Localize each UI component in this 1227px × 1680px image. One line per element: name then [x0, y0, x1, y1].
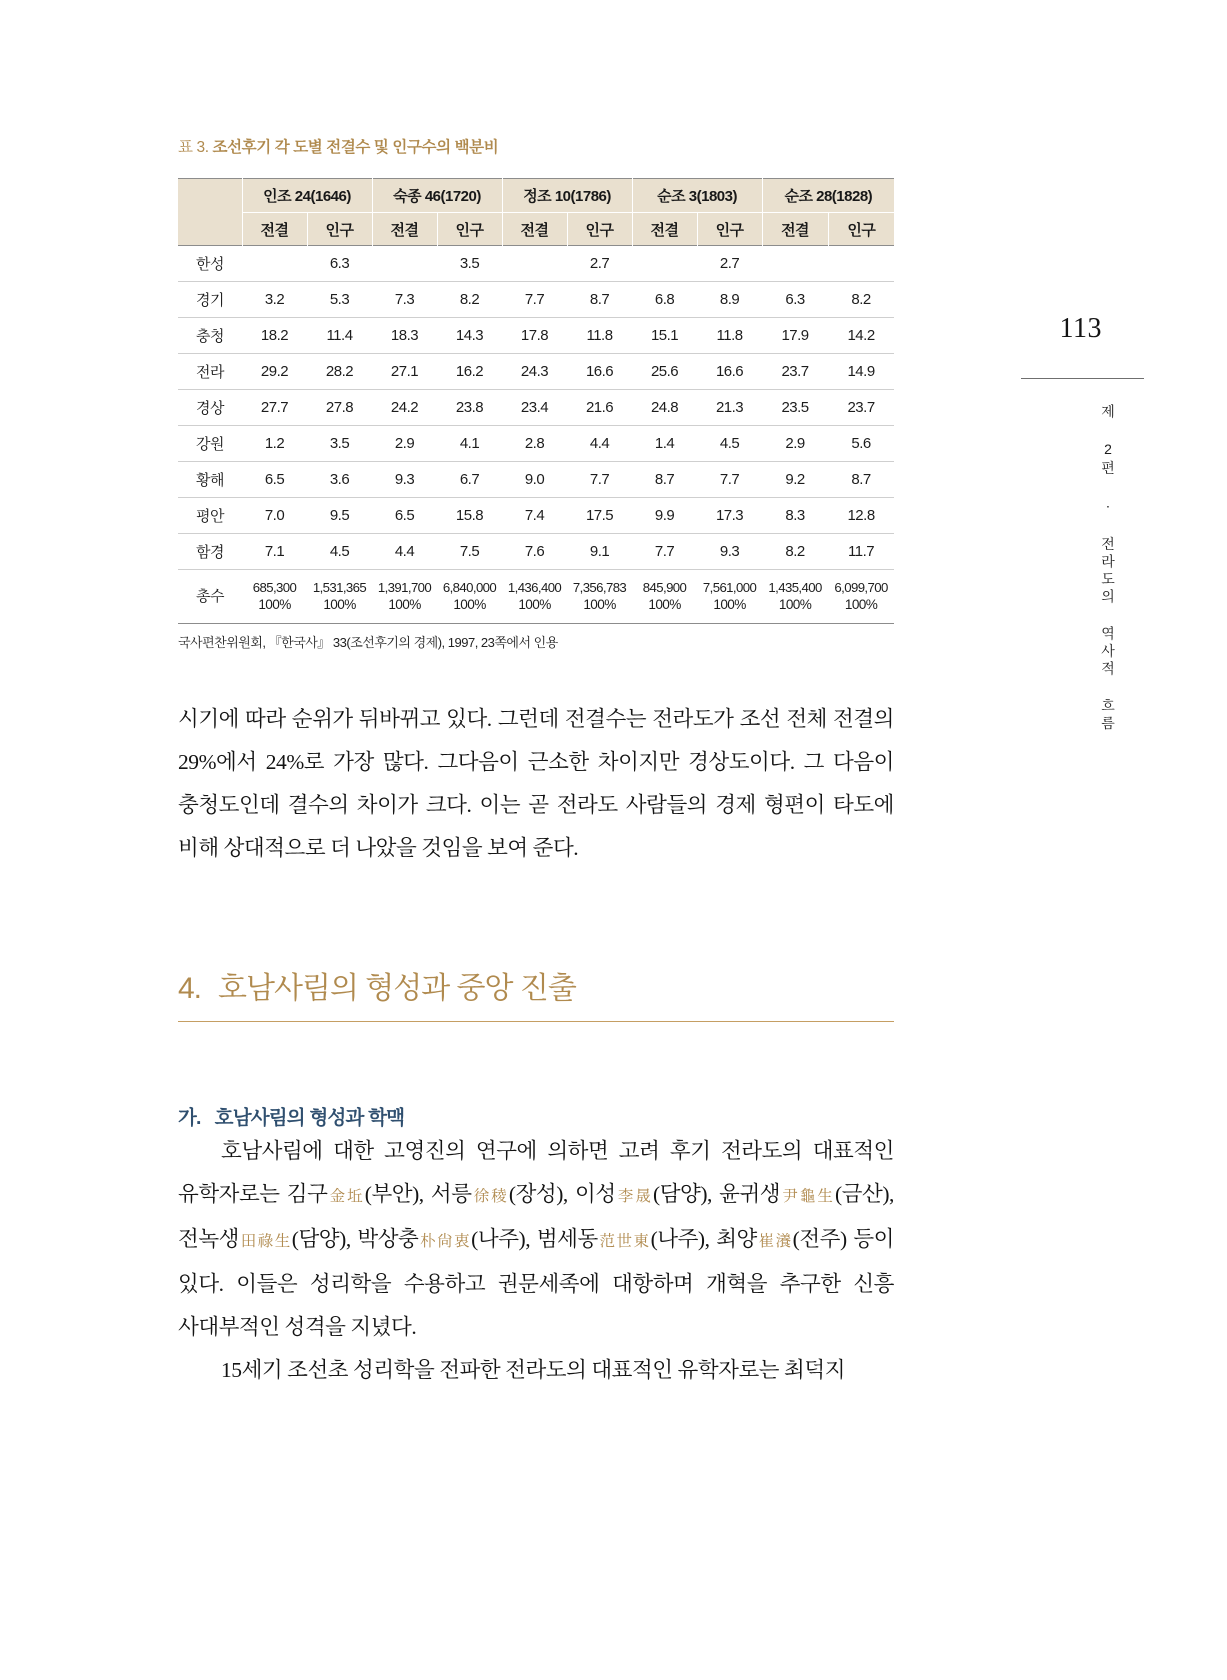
name-hanja: 崔瀁 [756, 1233, 793, 1250]
table-cell: 2.7 [697, 246, 762, 282]
table-bottom-rule [178, 623, 894, 624]
table-cell: 6.3 [762, 282, 828, 318]
table-row [178, 282, 894, 318]
name-hanja: 金坵 [327, 1188, 365, 1205]
table-sub-header-6: 전결 [632, 213, 697, 246]
table-cell: 29.2 [242, 354, 307, 390]
table-total-percent: 100% [323, 597, 356, 613]
table-cell: 4.5 [307, 534, 372, 570]
subsection-heading-number: 가. [178, 1107, 201, 1129]
name-hanja: 田祿生 [238, 1233, 292, 1250]
table-cell: 12.8 [828, 498, 894, 534]
table-row-label: 함경 [178, 534, 242, 570]
name-hangul: 이성 [575, 1182, 616, 1206]
table-cell: 1.4 [632, 426, 697, 462]
content-column [178, 0, 894, 1392]
table-total-value: 7,561,000 [702, 579, 757, 595]
table-cell: 17.3 [697, 498, 762, 534]
hanja-name-entry [327, 1182, 418, 1206]
table-cell: 4.4 [567, 426, 632, 462]
name-hangul: 범세동 [536, 1227, 598, 1251]
table-header-era-row [178, 179, 894, 213]
table-cell: 17.5 [567, 498, 632, 534]
table-cell: 7.6 [502, 534, 567, 570]
table-cell: 17.9 [762, 318, 828, 354]
table-cell: 27.1 [372, 354, 437, 390]
table-cell: 16.6 [697, 354, 762, 390]
table-cell [372, 246, 437, 282]
running-head: 제 2편 · 전라도의 역사적 흐름 [1100, 404, 1116, 733]
table-cell: 7.7 [632, 534, 697, 570]
table-total-cell [697, 570, 762, 624]
page-number: 113 [1059, 313, 1102, 344]
table-total-percent: 100% [713, 597, 746, 613]
name-hangul: 박상충 [357, 1227, 419, 1251]
table-cell: 27.8 [307, 390, 372, 426]
table-cell: 11.8 [697, 318, 762, 354]
table-cell: 24.3 [502, 354, 567, 390]
table-body [178, 246, 894, 624]
table-cell: 16.6 [567, 354, 632, 390]
table-era-header-1: 숙종 46(1720) [372, 179, 502, 213]
name-place: (전주) [792, 1227, 847, 1251]
table-era-header-0: 인조 24(1646) [242, 179, 372, 213]
table-total-value: 6,099,700 [834, 579, 888, 595]
table-cell: 11.7 [828, 534, 894, 570]
table-cell: 23.8 [437, 390, 502, 426]
table-cell: 5.3 [307, 282, 372, 318]
table-cell: 6.3 [307, 246, 372, 282]
table-cell: 17.8 [502, 318, 567, 354]
table-cell: 4.5 [697, 426, 762, 462]
table-cell: 8.2 [828, 282, 894, 318]
hanja-name-list: 金坵(부안), 서릉徐稜(장성), 이성李晟(담양), 윤귀생尹龜生(금산), 전녹생田祿生(담양), 박상충朴尙衷(나주), 범세동范世東(나주), 최양崔瀁(전주) [178, 1182, 894, 1251]
table-cell: 24.8 [632, 390, 697, 426]
table-cell [502, 246, 567, 282]
table-sub-header-1: 인구 [307, 213, 372, 246]
table-caption [178, 135, 894, 157]
table-row-label: 평안 [178, 498, 242, 534]
table-total-percent: 100% [453, 597, 486, 613]
table-total-row [178, 570, 894, 624]
table-cell: 9.2 [762, 462, 828, 498]
name-place: (나주) [650, 1227, 705, 1251]
table-cell: 7.5 [437, 534, 502, 570]
name-place: (담양) [291, 1227, 346, 1251]
table-row [178, 246, 894, 282]
table-total-cell [242, 570, 307, 624]
table-era-header-2: 정조 10(1786) [502, 179, 632, 213]
table-cell: 6.8 [632, 282, 697, 318]
subsection-paragraph-1 [178, 1130, 894, 1349]
table-cell: 9.5 [307, 498, 372, 534]
table-total-percent: 100% [778, 597, 812, 613]
table-cell [828, 246, 894, 282]
subsection-paragraph-1-suffix: 등이 있다. 이들은 성리학을 수용하고 권문세족에 대항하며 개혁을 추구한 신흥 사대부적인 성격을 지녔다. [178, 1227, 894, 1339]
table-cell: 6.5 [242, 462, 307, 498]
table-cell: 7.7 [502, 282, 567, 318]
table-cell: 27.7 [242, 390, 307, 426]
table-total-cell [762, 570, 828, 624]
table-cell: 9.1 [567, 534, 632, 570]
table-cell [242, 246, 307, 282]
table-head [178, 179, 894, 246]
name-hanja: 尹龜生 [780, 1188, 835, 1205]
table-cell: 23.5 [762, 390, 828, 426]
table-total-label: 총수 [178, 570, 242, 624]
table-cell: 2.9 [372, 426, 437, 462]
table-total-value: 1,436,400 [507, 579, 562, 595]
table-header-sub-row [178, 213, 894, 246]
name-hangul: 전녹생 [178, 1227, 239, 1251]
table-total-value: 845,900 [642, 579, 687, 595]
table-cell: 7.1 [242, 534, 307, 570]
table-total-value: 1,391,700 [377, 579, 432, 595]
table-total-cell [632, 570, 697, 624]
table-sub-header-7: 인구 [697, 213, 762, 246]
table-cell: 9.3 [697, 534, 762, 570]
subsection-paragraph-1-prefix: 호남사림에 대한 고영진의 연구에 의하면 고려 후기 전라도의 대표적인 유학자로는 김구 [178, 1139, 894, 1206]
statistics-table-wrapper [178, 178, 894, 624]
hanja-name-entry [537, 1227, 705, 1251]
name-place: (금산) [834, 1182, 890, 1206]
table-sub-header-0: 전결 [242, 213, 307, 246]
table-era-header-4: 순조 28(1828) [762, 179, 894, 213]
name-hangul: 서릉 [430, 1182, 472, 1206]
name-hangul: 윤귀생 [719, 1182, 781, 1206]
section-heading [178, 963, 894, 1022]
table-cell: 7.7 [697, 462, 762, 498]
table-row-label: 경상 [178, 390, 242, 426]
table-cell: 7.7 [567, 462, 632, 498]
hanja-name-entry [716, 1227, 846, 1251]
table-cell: 3.2 [242, 282, 307, 318]
table-cell: 1.2 [242, 426, 307, 462]
table-cell: 8.7 [828, 462, 894, 498]
table-cell: 9.9 [632, 498, 697, 534]
table-sub-header-8: 전결 [762, 213, 828, 246]
table-row [178, 462, 894, 498]
table-row [178, 318, 894, 354]
table-cell: 21.3 [697, 390, 762, 426]
table-cell: 23.4 [502, 390, 567, 426]
table-cell: 11.8 [567, 318, 632, 354]
table-cell: 7.4 [502, 498, 567, 534]
name-place: (담양) [652, 1182, 708, 1206]
table-cell: 2.7 [567, 246, 632, 282]
table-cell: 6.7 [437, 462, 502, 498]
table-cell: 25.6 [632, 354, 697, 390]
table-cell: 8.9 [697, 282, 762, 318]
hanja-name-entry [431, 1182, 563, 1206]
table-cell: 3.6 [307, 462, 372, 498]
table-cell: 8.7 [567, 282, 632, 318]
table-sub-header-5: 인구 [567, 213, 632, 246]
table-row [178, 390, 894, 426]
table-row [178, 426, 894, 462]
table-cell: 28.2 [307, 354, 372, 390]
table-cell [632, 246, 697, 282]
table-cell: 14.2 [828, 318, 894, 354]
table-total-cell [372, 570, 437, 624]
table-total-cell [567, 570, 632, 624]
table-total-percent: 100% [844, 597, 878, 613]
table-cell: 15.8 [437, 498, 502, 534]
table-row-label: 황해 [178, 462, 242, 498]
table-row [178, 498, 894, 534]
table-total-percent: 100% [518, 597, 551, 613]
table-cell: 18.3 [372, 318, 437, 354]
table-total-cell [437, 570, 502, 624]
table-cell: 11.4 [307, 318, 372, 354]
table-cell: 8.7 [632, 462, 697, 498]
table-row-label: 전라 [178, 354, 242, 390]
table-cell: 3.5 [307, 426, 372, 462]
statistics-table [178, 178, 894, 623]
table-row-label: 한성 [178, 246, 242, 282]
table-cell: 14.9 [828, 354, 894, 390]
section-heading-title: 호남사림의 형성과 중앙 진출 [218, 972, 576, 1005]
table-total-percent: 100% [583, 597, 616, 613]
name-place: (부안) [364, 1182, 419, 1206]
table-sub-header-9: 인구 [828, 213, 894, 246]
name-hanja: 徐稜 [471, 1188, 509, 1205]
table-total-value: 1,435,400 [768, 579, 822, 595]
table-cell: 4.1 [437, 426, 502, 462]
table-row [178, 534, 894, 570]
table-sub-header-3: 인구 [437, 213, 502, 246]
subsection-heading [178, 1102, 894, 1130]
table-row-label: 강원 [178, 426, 242, 462]
table-cell: 14.3 [437, 318, 502, 354]
table-caption-title: 조선후기 각 도별 전결수 및 인구수의 백분비 [212, 139, 499, 156]
hanja-name-entry [719, 1182, 889, 1206]
table-cell: 8.3 [762, 498, 828, 534]
table-cell: 23.7 [828, 390, 894, 426]
name-hanja: 范世東 [597, 1233, 651, 1250]
table-total-value: 7,356,783 [572, 579, 627, 595]
table-cell: 8.2 [762, 534, 828, 570]
section-heading-number: 4. [178, 972, 202, 1005]
subsection-heading-title: 호남사림의 형성과 학맥 [214, 1107, 405, 1129]
table-cell: 3.5 [437, 246, 502, 282]
table-total-cell [828, 570, 894, 624]
table-cell: 21.6 [567, 390, 632, 426]
table-cell: 5.6 [828, 426, 894, 462]
table-cell: 23.7 [762, 354, 828, 390]
table-cell: 15.1 [632, 318, 697, 354]
table-corner-cell [178, 179, 242, 246]
table-source-citation: 국사편찬위원회, 『한국사』 33(조선후기의 경제), 1997, 23쪽에서 인용 [178, 635, 558, 650]
table-total-percent: 100% [648, 597, 681, 613]
table-total-cell [307, 570, 372, 624]
table-cell: 4.4 [372, 534, 437, 570]
table-sub-header-4: 전결 [502, 213, 567, 246]
name-hanja: 朴尙衷 [418, 1233, 472, 1250]
margin-divider [1021, 378, 1144, 379]
table-cell: 7.3 [372, 282, 437, 318]
table-era-header-3: 순조 3(1803) [632, 179, 762, 213]
table-sub-header-2: 전결 [372, 213, 437, 246]
table-cell: 8.2 [437, 282, 502, 318]
table-total-percent: 100% [258, 597, 291, 613]
table-total-percent: 100% [388, 597, 421, 613]
hanja-name-entry [357, 1227, 525, 1251]
table-total-value: 6,840,000 [442, 579, 497, 595]
name-hangul: 최양 [716, 1227, 757, 1251]
table-cell: 18.2 [242, 318, 307, 354]
table-cell: 9.3 [372, 462, 437, 498]
table-cell: 2.9 [762, 426, 828, 462]
table-cell: 7.0 [242, 498, 307, 534]
name-place: (장성) [508, 1182, 563, 1206]
table-row-label: 경기 [178, 282, 242, 318]
table-row [178, 354, 894, 390]
table-row-label: 충청 [178, 318, 242, 354]
body-paragraph-1: 시기에 따라 순위가 뒤바뀌고 있다. 그런데 전결수는 전라도가 조선 전체 전결의 29%에서 24%로 가장 많다. 그다음이 근소한 차이지만 경상도이다. 그 다음이 충청도인데 결수의 차이가 크다. 이는 곧 전라도 사람들의 경제 형편이 타도에 비해 상대적으로 더 나았을 것임을 보여 준다. [178, 707, 894, 860]
hanja-name-entry [178, 1227, 346, 1251]
name-hanja: 李晟 [615, 1188, 653, 1205]
hanja-name-entry [575, 1182, 707, 1206]
table-cell: 6.5 [372, 498, 437, 534]
table-cell: 9.0 [502, 462, 567, 498]
table-cell: 2.8 [502, 426, 567, 462]
margin-column [1020, 0, 1170, 1680]
table-cell: 24.2 [372, 390, 437, 426]
table-cell [762, 246, 828, 282]
subsection-paragraph-2: 15세기 조선초 성리학을 전파한 전라도의 대표적인 유학자로는 최덕지 [221, 1358, 846, 1382]
name-place: (나주) [471, 1227, 526, 1251]
table-caption-number: 표 3. [178, 139, 209, 156]
table-total-cell [502, 570, 567, 624]
table-cell: 16.2 [437, 354, 502, 390]
table-total-value: 685,300 [252, 579, 297, 595]
table-total-value: 1,531,365 [312, 579, 367, 595]
